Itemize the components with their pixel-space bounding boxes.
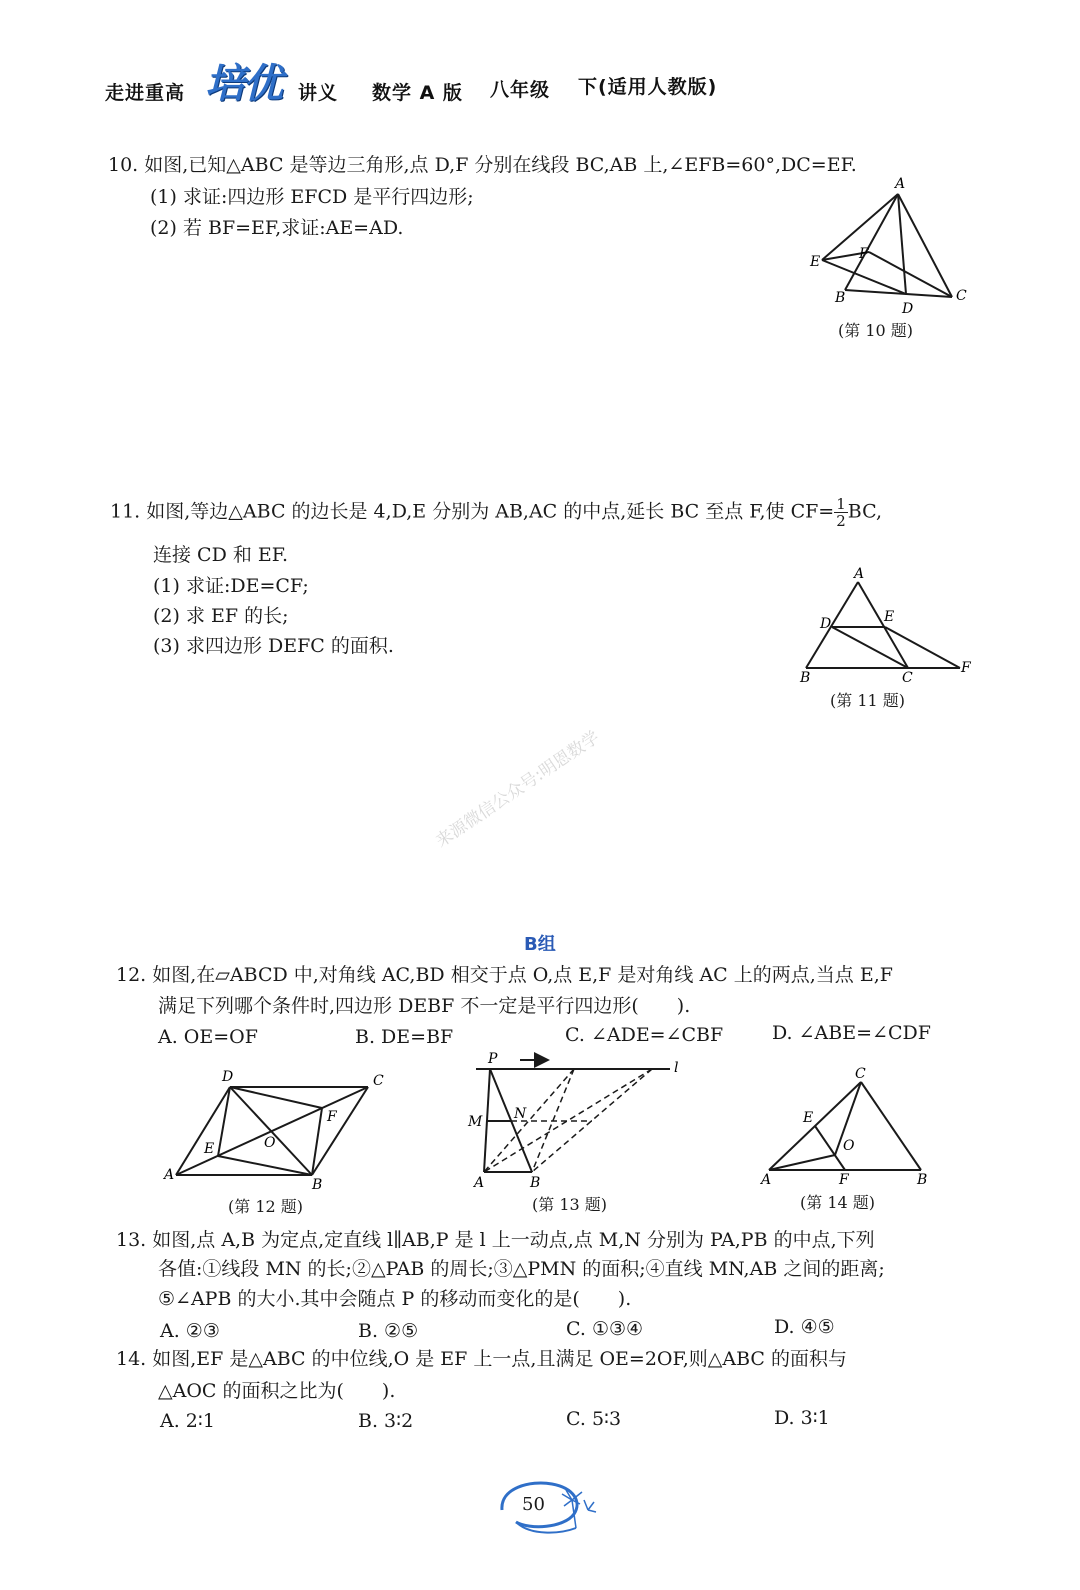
q11-sub3: (3) 求四边形 DEFC 的面积. [153,635,394,657]
q10-label-f: F [859,246,869,262]
q10-label-e: E [810,254,821,270]
q10-label-d: D [902,301,914,317]
q14-label-c: C [855,1066,866,1082]
q11-stem-text: 11. 如图,等边△ABC 的边长是 4,D,E 分别为 AB,AC 的中点,延长 BC 至点 F,使 CF= [110,500,835,523]
q11-label-e: E [884,609,895,625]
q11-caption: (第 11 题) [830,691,906,710]
page-number-ornament [490,1470,610,1540]
q13-caption: (第 13 题) [532,1195,608,1214]
q13-option-c: C. ①③④ [566,1318,644,1340]
header-series-right: 讲义 [298,82,339,104]
q12-option-b: B. DE=BF [355,1026,454,1048]
q10-label-b: B [835,290,846,306]
q12-label-e: E [204,1141,215,1157]
q12-seg-df [230,1087,322,1108]
q12-figure [160,1065,400,1195]
q14-label-b: B [917,1172,928,1188]
q13-label-b: B [530,1175,541,1190]
q12-label-c: C [373,1073,384,1089]
q14-option-c: C. 5∶3 [566,1408,622,1430]
q13-label-m: M [468,1114,483,1130]
q11-fraction [834,496,848,529]
q11-frac-num: 1 [836,495,846,513]
palm-icon [562,1490,596,1528]
q12-option-a: A. OE=OF [158,1026,258,1048]
q13-line1: 13. 如图,点 A,B 为定点,定直线 l∥AB,P 是 l 上一动点,点 M,N 分别为 PA,PB 的中点,下列 [116,1229,875,1251]
q10-side-ab [845,194,898,290]
header-series-left: 走进重高 [105,82,186,104]
q11-frac-den: 2 [836,512,846,530]
q12-label-b: B [312,1177,323,1193]
header-series-logo: 培优 [205,61,281,107]
q10-label-c: C [956,288,967,304]
q12-label-d: D [222,1069,234,1085]
q11-line2: 连接 CD 和 EF. [153,544,289,566]
q10-sub1: (1) 求证:四边形 EFCD 是平行四边形; [150,186,474,208]
q11-stem [110,496,882,529]
q10-label-a: A [895,176,906,192]
header-volume: 下(适用人教版) [578,76,718,98]
q11-side-ab [806,582,858,668]
q12-option-d: D. ∠ABE=∠CDF [772,1022,931,1044]
q14-caption: (第 14 题) [800,1193,876,1212]
q13-option-a: A. ②③ [160,1320,220,1342]
q13-option-d: D. ④⑤ [774,1316,835,1338]
header-subject: 数学 A 版 [372,82,463,104]
q14-label-f: F [839,1172,849,1188]
q14-figure [755,1060,945,1190]
q13-label-l: l [674,1060,679,1076]
q12-label-o: O [264,1135,276,1151]
q10-sub2: (2) 若 BF=EF,求证:AE=AD. [150,217,404,239]
watermark: 来源微信公众号:明恩数学 [432,727,604,852]
q14-side-bc [861,1082,921,1170]
q14-option-a: A. 2∶1 [160,1410,215,1432]
q13-figure [462,1050,692,1190]
q14-label-e: E [803,1110,814,1126]
q14-option-d: D. 3∶1 [774,1407,830,1429]
q13-line3: ⑤∠APB 的大小.其中会随点 P 的移动而变化的是( ). [158,1288,632,1310]
q11-stem-end: BC, [847,500,882,523]
q12-seg-fb [312,1108,322,1175]
q11-label-d: D [820,616,832,632]
group-b-title: B组 [524,934,556,955]
q13-label-a: A [474,1175,485,1190]
q11-label-f: F [961,660,971,676]
q12-caption: (第 12 题) [228,1197,304,1216]
q14-option-b: B. 3∶2 [358,1410,414,1432]
header-grade: 八年级 [490,79,551,101]
q14-line1: 14. 如图,EF 是△ABC 的中位线,O 是 EF 上一点,且满足 OE=2OF,则△ABC 的面积与 [116,1348,848,1370]
q11-label-b: B [800,670,811,686]
q13-line2: 各值:①线段 MN 的长;②△PAB 的周长;③△PMN 的面积;④直线 MN,AB 之间的距离; [158,1258,885,1280]
q10-figure [800,172,980,322]
page-number: 50 [522,1494,545,1515]
q14-label-a: A [761,1172,772,1188]
q12-label-f: F [327,1109,337,1125]
q13-label-n: N [514,1106,527,1122]
q12-line2: 满足下列哪个条件时,四边形 DEBF 不一定是平行四边形( ). [158,995,691,1017]
q11-sub2: (2) 求 EF 的长; [153,605,289,627]
q13-option-b: B. ②⑤ [358,1320,419,1342]
q13-label-p: P [488,1051,498,1067]
q12-option-c: C. ∠ADE=∠CBF [565,1024,724,1046]
q11-sub1: (1) 求证:DE=CF; [153,575,309,597]
q14-label-o: O [843,1138,855,1154]
q12-line1: 12. 如图,在▱ABCD 中,对角线 AC,BD 相交于点 O,点 E,F 是对角线 AC 上的两点,当点 E,F [116,964,893,986]
q10-caption: (第 10 题) [838,321,914,340]
q12-label-a: A [164,1167,175,1183]
q11-label-c: C [902,670,913,686]
q14-line2: △AOC 的面积之比为( ). [158,1380,396,1402]
q11-label-a: A [854,566,865,582]
q14-seg-ao [769,1155,835,1170]
q11-figure [790,562,980,687]
q14-seg-ef [815,1126,845,1170]
q10-stem: 10. 如图,已知△ABC 是等边三角形,点 D,F 分别在线段 BC,AB 上,∠EFB=60°,DC=EF. [108,154,857,176]
